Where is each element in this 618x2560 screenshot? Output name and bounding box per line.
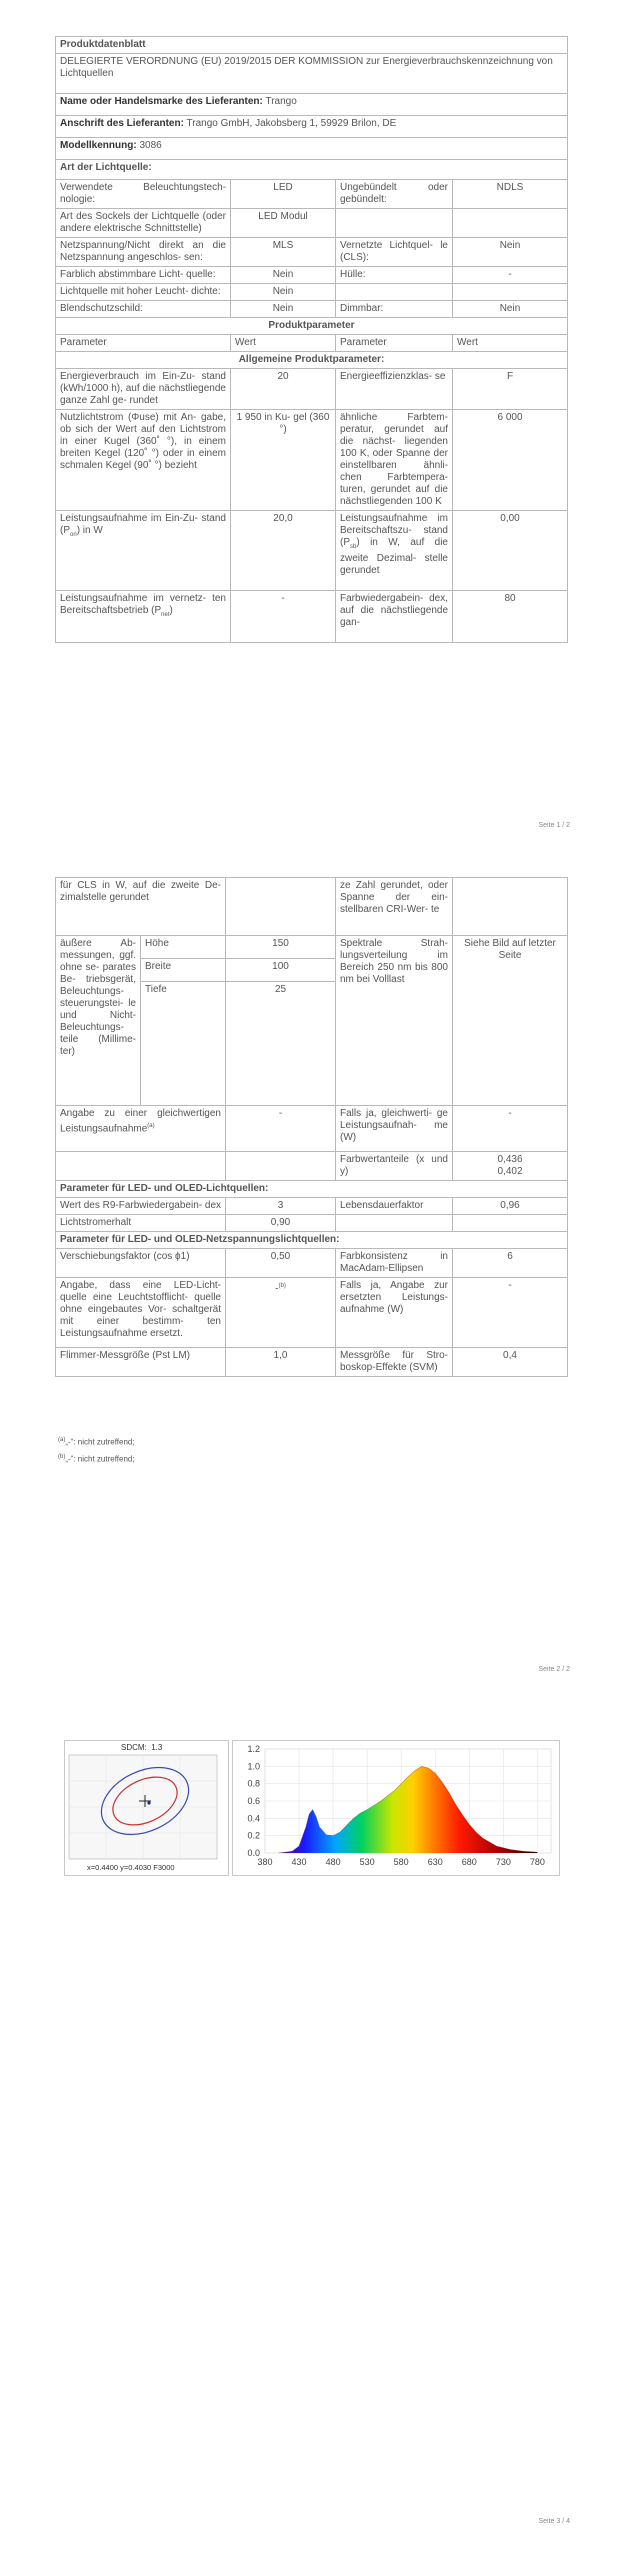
page-title: Produktdatenblatt	[56, 37, 568, 54]
empty-cell	[453, 878, 568, 936]
spectral-value: Siehe Bild auf letzter Seite	[453, 936, 568, 1106]
equiv-label-text: Angabe zu einer gleichwertigen Leistungsaufnahme	[60, 1108, 221, 1135]
flicker-label: Flimmer-Messgröße (Pst LM)	[56, 1348, 226, 1377]
page-1	[0, 0, 618, 853]
y-tick-label: 0.0	[247, 1848, 260, 1858]
psb-sub: sb	[350, 544, 357, 550]
survival-label: Lebensdauerfaktor	[336, 1198, 453, 1215]
address-row	[56, 116, 568, 138]
equiv-label	[56, 1106, 226, 1152]
footnote-mark-b: (b)	[58, 1454, 66, 1460]
y-tick-label: 0.8	[247, 1778, 260, 1789]
sdcm-readout	[121, 1743, 162, 1752]
led-params-heading: Parameter für LED- und OLED-Lichtquellen:	[56, 1181, 568, 1198]
regulation-text: DELEGIERTE VERORDNUNG (EU) 2019/2015 DER KOMMISSION zur Energieverbrauchskennzeichnung von Lichtquellen	[56, 54, 568, 94]
flux-label: Nutzlichtstrom (Φuse) mit An- gabe, ob sich der Wert auf den Lichtstrom in einer Kugel (360˚ °), in einem breiten Kegel (120˚ °) oder in einem schmalen Kegel (90˚ °) bezieht	[56, 410, 231, 511]
eclass-value: F	[453, 369, 568, 410]
chroma-value	[453, 1152, 568, 1181]
mains-params-heading: Parameter für LED- und OLED-Netzspannungslichtquellen:	[56, 1232, 568, 1249]
mains-label: Netzspannung/Nicht direkt an die Netzspannung angeschlos- sen:	[56, 238, 231, 267]
socket-label: Art des Sockels der Lichtquelle (oder andere elektrische Schnittstelle)	[56, 209, 231, 238]
empty-cell	[453, 284, 568, 301]
chroma-y: 0,402	[497, 1166, 523, 1177]
socket-value: LED Modul	[231, 209, 336, 238]
psb-label	[336, 511, 453, 591]
cct-value: 6 000	[453, 410, 568, 511]
y-tick-label: 1.0	[247, 1761, 260, 1772]
spectrum-svg	[233, 1741, 559, 1875]
x-tick-label: 380	[257, 1857, 273, 1867]
pon-label-text: ) in W	[76, 525, 103, 536]
footnote-b	[58, 1454, 135, 1464]
model-value: 3086	[139, 140, 162, 151]
product-params-heading: Produktparameter	[56, 318, 568, 335]
col-header-param: Parameter	[336, 335, 453, 352]
pnet-label	[56, 591, 231, 643]
datasheet-table-2	[55, 877, 568, 1377]
pnet-value: -	[231, 591, 336, 643]
height-value: 150	[226, 936, 336, 959]
envelope-label: Hülle:	[336, 267, 453, 284]
page-number: Seite 1 / 2	[538, 822, 570, 829]
spectrum-chart	[232, 1740, 560, 1876]
cri-label: Farbwiedergabein- dex, auf die nächstliegende gan-	[336, 591, 453, 643]
r9-value: 3	[226, 1198, 336, 1215]
x-tick-label: 680	[461, 1857, 477, 1867]
pon-label-text: Leistungsaufnahme im Ein-Zu- stand (P	[60, 513, 226, 536]
page-number: Seite 3 / 4	[538, 2518, 570, 2525]
nondirected-value: NDLS	[453, 180, 568, 209]
replace-power-value: -	[453, 1278, 568, 1348]
footnote-text-b: „-“: nicht zutreffend;	[65, 1454, 135, 1464]
tunable-label: Farblich abstimmbare Licht- quelle:	[56, 267, 231, 284]
dpf-value: 0,50	[226, 1249, 336, 1278]
energy-value: 20	[231, 369, 336, 410]
x-tick-label: 730	[495, 1857, 511, 1867]
model-row	[56, 138, 568, 160]
cct-label: ähnliche Farbtem- peratur, gerundet auf die nächst- liegenden 100 K, oder Spanne der einstellbaren ähnli- chen Farbtempera- turen, gerundet auf die nächstliegenden 100 K	[336, 410, 453, 511]
replace-power-label: Falls ja, Angabe zur ersetzten Leistungs- aufnahme (W)	[336, 1278, 453, 1348]
glare-label: Blendschutzschild:	[56, 301, 231, 318]
address-label: Anschrift des Lieferanten:	[60, 118, 184, 129]
svm-value: 0,4	[453, 1348, 568, 1377]
svm-label: Messgröße für Stro- boskop-Effekte (SVM)	[336, 1348, 453, 1377]
replace-value-text: -	[275, 1283, 279, 1295]
page-2	[0, 853, 618, 1706]
empty-cell	[453, 209, 568, 238]
r9-label: Wert des R9-Farbwiedergabein- dex	[56, 1198, 226, 1215]
y-tick-label: 0.6	[247, 1796, 260, 1806]
connected-label: Vernetzte Lichtquel- le (CLS):	[336, 238, 453, 267]
general-params-heading: Allgemeine Produktparameter:	[56, 352, 568, 369]
supplier-label: Name oder Handelsmarke des Lieferanten:	[60, 96, 263, 107]
empty-cell	[336, 284, 453, 301]
x-tick-label: 580	[393, 1857, 409, 1867]
x-tick-label: 780	[529, 1857, 545, 1867]
xy-readout: x=0.4400 y=0.4030 F3000	[87, 1863, 175, 1872]
pon-sub: on	[70, 532, 77, 538]
sdcm-label: SDCM:	[121, 1743, 147, 1752]
col-header-value: Wert	[231, 335, 336, 352]
chromaticity-point	[147, 1801, 150, 1804]
model-label: Modellkennung:	[60, 140, 137, 151]
eclass-label: Energieeffizienzklas- se	[336, 369, 453, 410]
width-label: Breite	[141, 959, 226, 982]
x-tick-label: 430	[291, 1857, 307, 1867]
empty-cell	[226, 878, 336, 936]
energy-label: Energieverbrauch im Ein-Zu- stand (kWh/1000 h), auf die nächstliegende ganze Zahl ge- rundet	[56, 369, 231, 410]
nondirected-label: Ungebündelt oder gebündelt:	[336, 180, 453, 209]
cont-right: ze Zahl gerundet, oder Spanne der ein- stellbaren CRI-Wer- te	[336, 878, 453, 936]
maint-label: Lichtstromerhalt	[56, 1215, 226, 1232]
cri-value: 80	[453, 591, 568, 643]
dimmable-value: Nein	[453, 301, 568, 318]
maint-value: 0,90	[226, 1215, 336, 1232]
chroma-label: Farbwertanteile (x und y)	[336, 1152, 453, 1181]
dims-label: äußere Ab- messungen, ggf. ohne se- parates Be- triebsgerät, Beleuchtungs- steuerungstei- le und Nicht- Beleuchtungs- teile (Millime- ter)	[56, 936, 141, 1106]
ellipse-plot	[65, 1753, 228, 1871]
replace-label: Angabe, dass eine LED-Licht- quelle eine Leuchtstofflicht- quelle ohne eingebautes Vor- schaltgerät mit einer bestimm- ten Leistungsaufnahme ersetzt.	[56, 1278, 226, 1348]
consistency-value: 6	[453, 1249, 568, 1278]
equivpower-label: Falls ja, gleichwerti- ge Leistungsaufnah- me (W)	[336, 1106, 453, 1152]
datasheet-table-1	[55, 36, 568, 643]
empty-cell	[56, 1152, 226, 1181]
y-tick-label: 0.4	[247, 1813, 260, 1824]
footnote-ref-a: (a)	[147, 1123, 155, 1129]
tunable-value: Nein	[231, 267, 336, 284]
flux-value: 1 950 in Ku- gel (360 °)	[231, 410, 336, 511]
mains-value: MLS	[231, 238, 336, 267]
page-3	[0, 1706, 618, 2559]
pnet-sub: net	[161, 612, 170, 618]
macadam-ellipse-figure	[64, 1740, 229, 1876]
replace-value	[226, 1278, 336, 1348]
supplier-value: Trango	[265, 96, 297, 107]
equiv-value: -	[226, 1106, 336, 1152]
pon-label	[56, 511, 231, 591]
psb-value: 0,00	[453, 511, 568, 591]
footnote-mark-a: (a)	[58, 1437, 66, 1443]
survival-value: 0,96	[453, 1198, 568, 1215]
supplier-row	[56, 94, 568, 116]
empty-cell	[336, 209, 453, 238]
equivpower-value: -	[453, 1106, 568, 1152]
col-header-value: Wert	[453, 335, 568, 352]
empty-cell	[336, 1215, 453, 1232]
col-header-param: Parameter	[56, 335, 231, 352]
depth-value: 25	[226, 982, 336, 1106]
lightsource-type-heading: Art der Lichtquelle:	[56, 160, 568, 180]
address-value: Trango GmbH, Jakobsberg 1, 59929 Brilon, DE	[186, 118, 397, 129]
width-value: 100	[226, 959, 336, 982]
glare-value: Nein	[231, 301, 336, 318]
tech-value: LED	[231, 180, 336, 209]
cont-left: für CLS in W, auf die zweite De- zimalstelle gerundet	[56, 878, 226, 936]
height-label: Höhe	[141, 936, 226, 959]
y-tick-label: 0.2	[247, 1830, 260, 1841]
chroma-x: 0,436	[497, 1154, 523, 1165]
highlum-label: Lichtquelle mit hoher Leucht- dichte:	[56, 284, 231, 301]
consistency-label: Farbkonsistenz in MacAdam-Ellipsen	[336, 1249, 453, 1278]
page-number: Seite 2 / 2	[538, 1666, 570, 1673]
psb-label-text: Leistungsaufnahme im Bereitschaftszu- stand (P	[340, 513, 448, 548]
footnote-text-a: „-“: nicht zutreffend;	[65, 1437, 135, 1447]
x-tick-label: 530	[359, 1857, 375, 1867]
x-tick-label: 630	[427, 1857, 443, 1867]
dpf-label: Verschiebungsfaktor (cos ϕ1)	[56, 1249, 226, 1278]
pnet-label-text: Leistungsaufnahme im vernetz- ten Bereitschaftsbetrieb (P	[60, 593, 226, 616]
empty-cell	[226, 1152, 336, 1181]
depth-label: Tiefe	[141, 982, 226, 1106]
empty-cell	[453, 1215, 568, 1232]
sdcm-value: 1.3	[151, 1743, 163, 1752]
spectral-label: Spektrale Strah- lungsverteilung im Bereich 250 nm bis 800 nm bei Volllast	[336, 936, 453, 1106]
connected-value: Nein	[453, 238, 568, 267]
psb-label-text: ) in W, auf die zweite Dezimal- stelle gerundet	[340, 537, 448, 576]
pon-value: 20,0	[231, 511, 336, 591]
x-tick-label: 480	[325, 1857, 341, 1867]
flicker-value: 1,0	[226, 1348, 336, 1377]
y-tick-label: 1.2	[247, 1744, 260, 1754]
envelope-value: -	[453, 267, 568, 284]
pnet-label-text: )	[169, 605, 173, 616]
highlum-value: Nein	[231, 284, 336, 301]
tech-label: Verwendete Beleuchtungstech- nologie:	[56, 180, 231, 209]
footnote-a	[58, 1437, 135, 1447]
dimmable-label: Dimmbar:	[336, 301, 453, 318]
footnote-ref-b: (b)	[278, 1283, 286, 1289]
